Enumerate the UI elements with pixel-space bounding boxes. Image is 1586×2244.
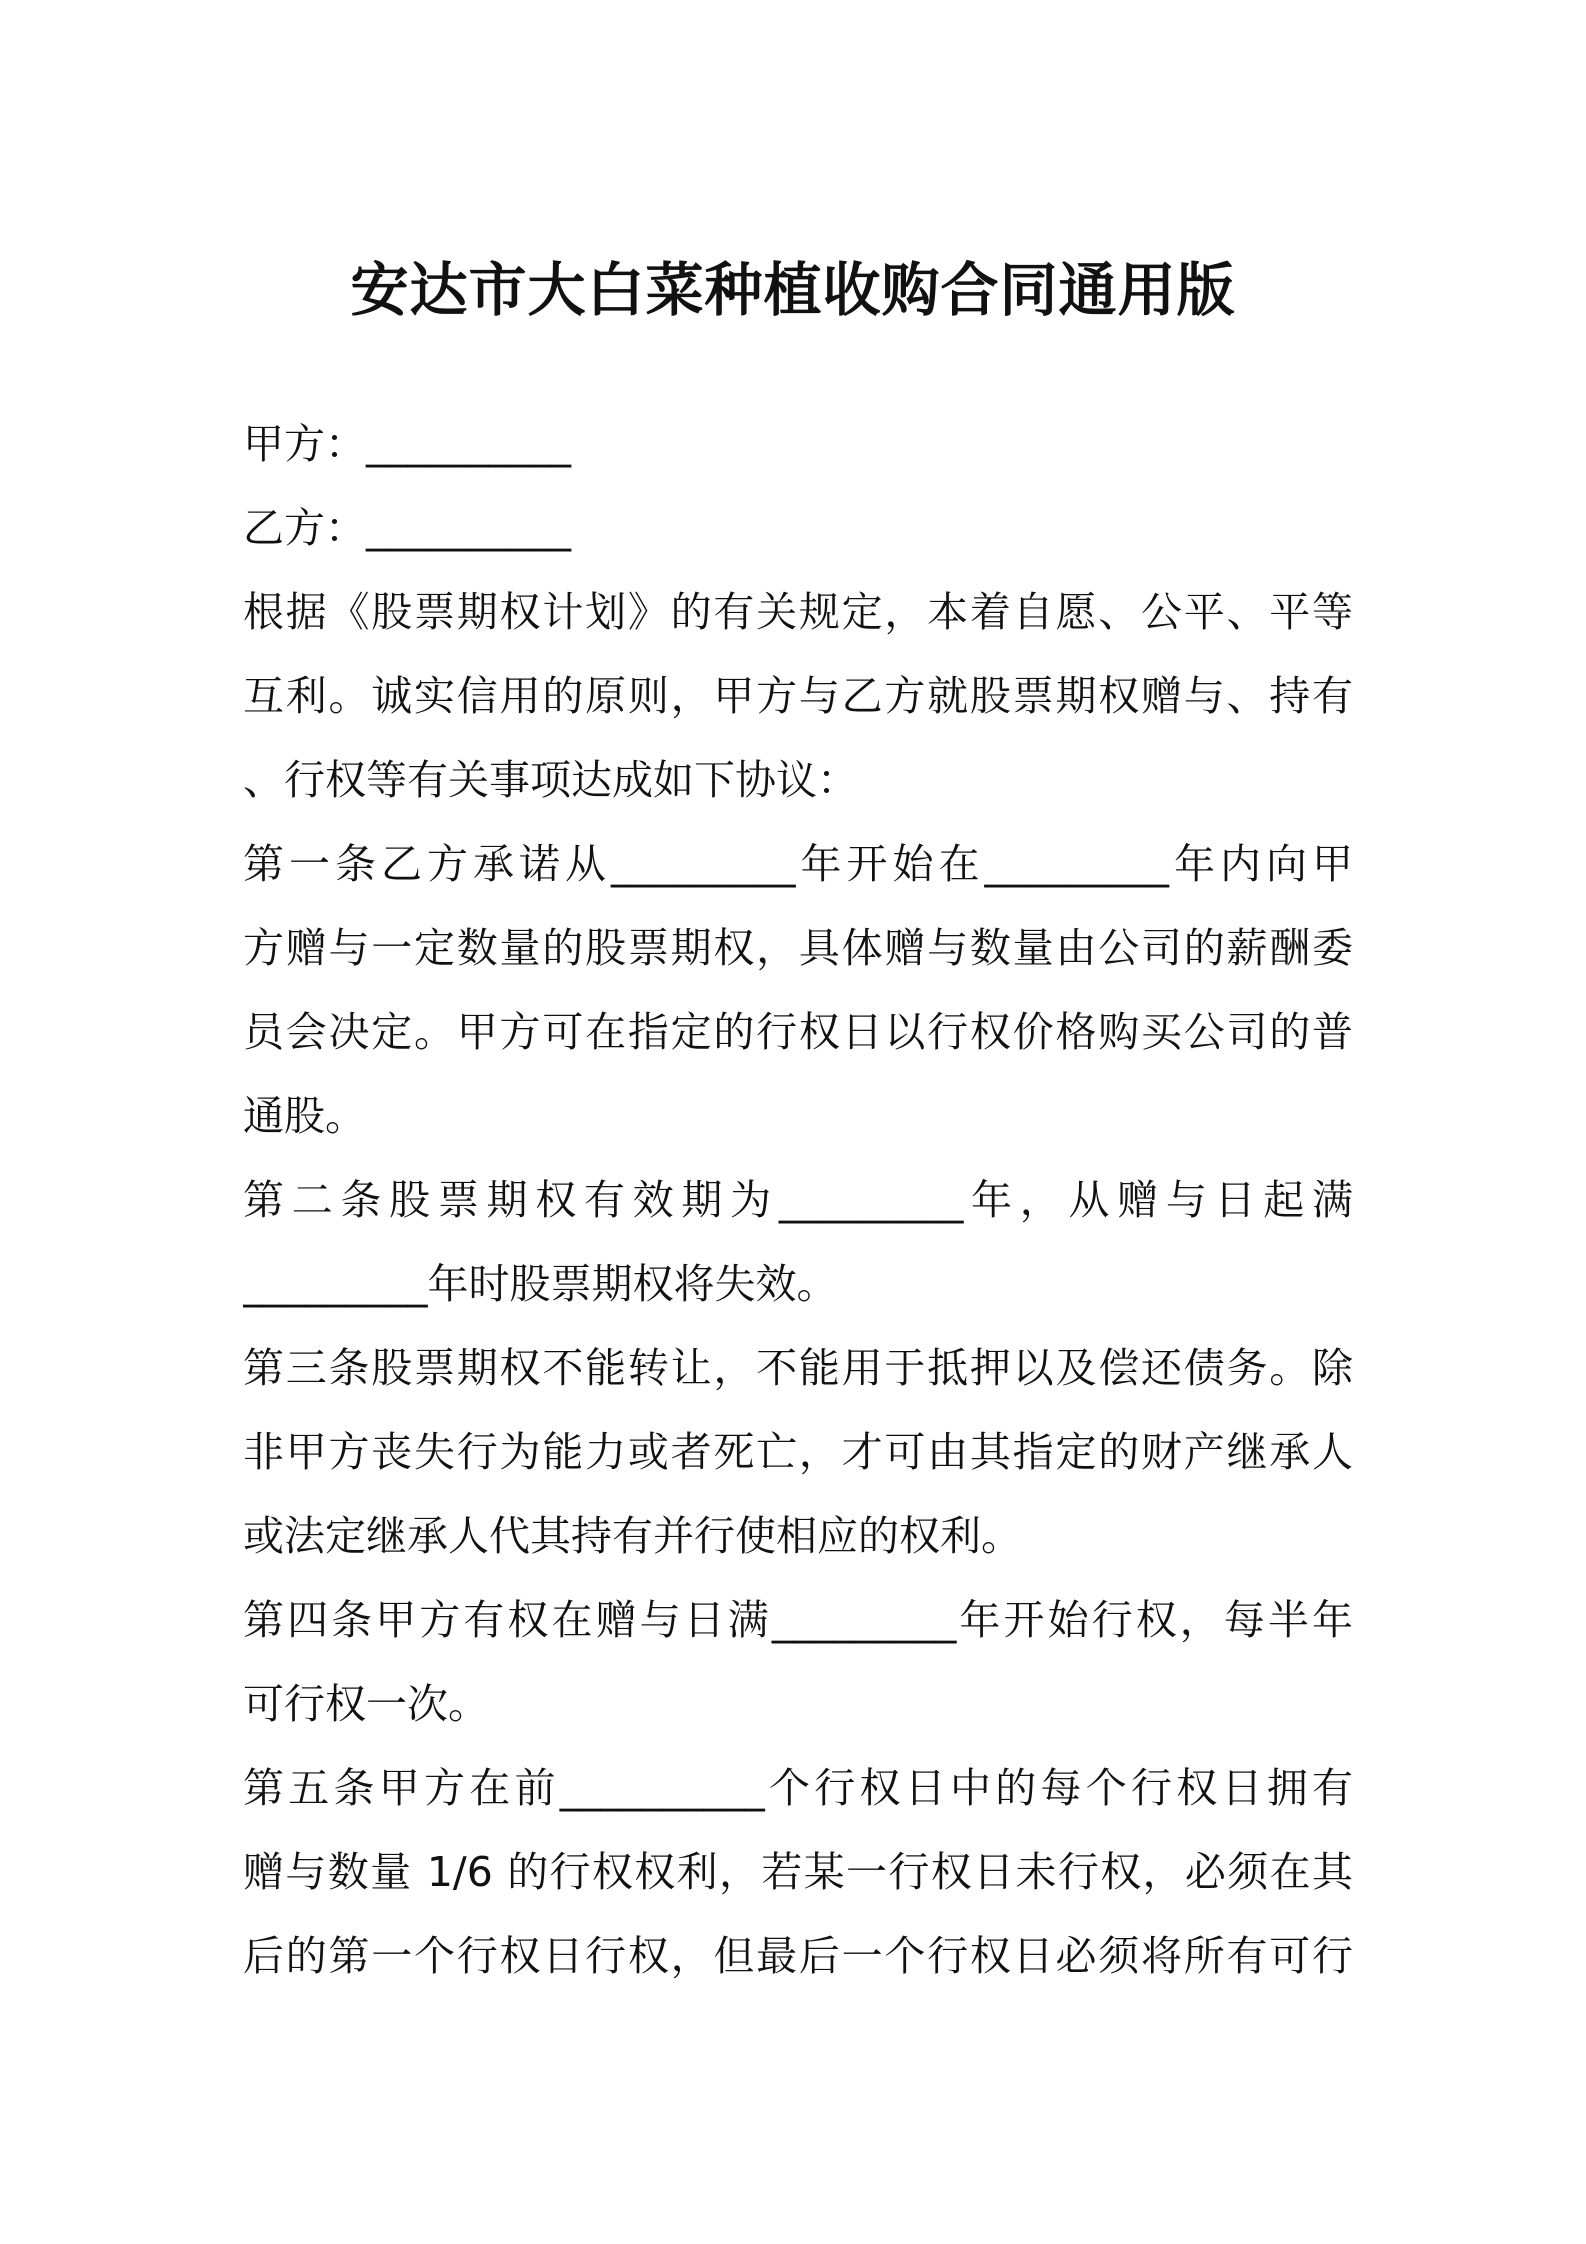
article-5-line: 赠与数量 1/6 的行权权利，若某一行权日未行权，必须在其 <box>243 1848 1353 1896</box>
body-line: 根据《股票期权计划》的有关规定，本着自愿、公平、平等 <box>243 588 1353 636</box>
article-3-line: 第三条股票期权不能转让，不能用于抵押以及偿还债务。除 <box>243 1344 1353 1392</box>
article-4-line: 可行权一次。 <box>243 1680 489 1728</box>
article-5-line: 第五条甲方在前__________个行权日中的每个行权日拥有 <box>243 1764 1353 1812</box>
article-5-line: 后的第一个行权日行权，但最后一个行权日必须将所有可行 <box>243 1932 1353 1980</box>
article-2-line: 第二条股票期权有效期为_________年，从赠与日起满 <box>243 1176 1353 1224</box>
party-a-line: 甲方：__________ <box>243 420 571 468</box>
article-4-line: 第四条甲方有权在赠与日满_________年开始行权，每半年 <box>243 1596 1353 1644</box>
party-b-line: 乙方：__________ <box>243 504 571 552</box>
article-1-line: 通股。 <box>243 1092 366 1140</box>
article-1-line: 方赠与一定数量的股票期权，具体赠与数量由公司的薪酬委 <box>243 924 1353 972</box>
article-2-line: _________年时股票期权将失效。 <box>243 1260 838 1308</box>
body-line: 、行权等有关事项达成如下协议： <box>243 756 858 804</box>
article-1-line: 第一条乙方承诺从_________年开始在_________年内向甲 <box>243 840 1353 888</box>
body-line: 互利。诚实信用的原则，甲方与乙方就股票期权赠与、持有 <box>243 672 1353 720</box>
article-1-line: 员会决定。甲方可在指定的行权日以行权价格购买公司的普 <box>243 1008 1353 1056</box>
article-3-line: 非甲方丧失行为能力或者死亡，才可由其指定的财产继承人 <box>243 1428 1353 1476</box>
article-3-line: 或法定继承人代其持有并行使相应的权利。 <box>243 1512 1022 1560</box>
document-title: 安达市大白菜种植收购合同通用版 <box>350 256 1236 324</box>
